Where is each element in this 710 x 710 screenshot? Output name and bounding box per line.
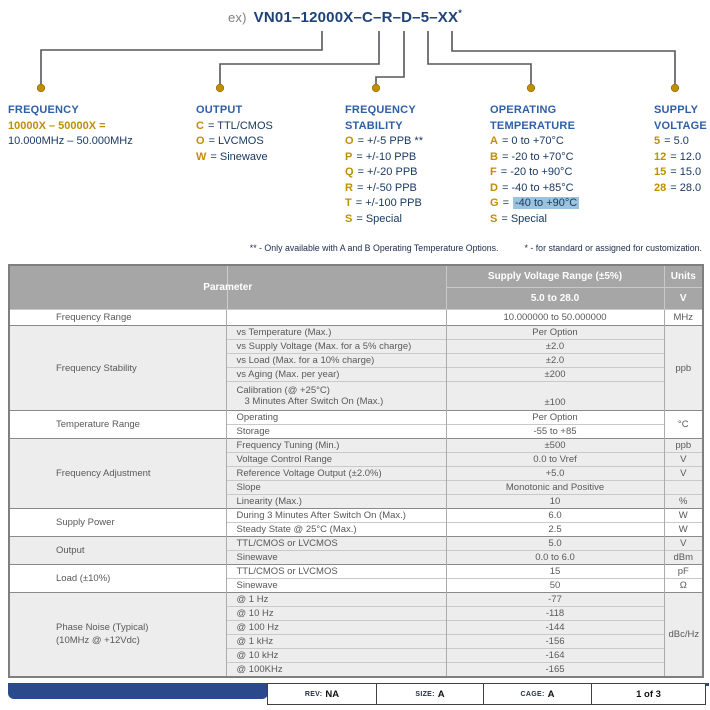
legend-title: FREQUENCY <box>345 104 416 116</box>
part-number-example <box>228 8 462 26</box>
sub-param-cell: Sinewave <box>226 551 446 565</box>
unit-cell: dBc/Hz <box>664 593 703 678</box>
unit-cell: V <box>664 453 703 467</box>
connector-dots <box>37 84 679 92</box>
legend-title-line2: STABILITY <box>345 119 403 132</box>
unit-cell: MHz <box>664 310 703 326</box>
value-cell: 5.0 <box>446 537 664 551</box>
sub-param-cell: vs Supply Voltage (Max. for a 5% charge) <box>226 340 446 354</box>
value-cell: ±200 <box>446 368 664 382</box>
value-cell: Per Option <box>446 326 664 340</box>
sub-param-cell: Slope <box>226 481 446 495</box>
sub-param-cell: TTL/CMOS or LVCMOS <box>226 537 446 551</box>
header-units: Units <box>664 265 703 288</box>
option-row: 5 = 5.0 <box>654 135 689 147</box>
unit-cell: W <box>664 509 703 523</box>
footnotes <box>250 243 702 253</box>
param-group-cell: Frequency Range <box>9 310 226 326</box>
option-row: 15 = 15.0 <box>654 166 702 178</box>
value-cell: ±500 <box>446 439 664 453</box>
sub-param-cell: @ 1 kHz <box>226 635 446 649</box>
unit-cell: dBm <box>664 551 703 565</box>
param-group-cell: Load (±10%) <box>9 565 226 593</box>
legend-title: SUPPLY <box>654 104 699 116</box>
value-cell: -156 <box>446 635 664 649</box>
value-cell: 6.0 <box>446 509 664 523</box>
frequency-range-value: 10.000MHz – 50.000MHz <box>8 135 133 147</box>
sub-param-cell: Voltage Control Range <box>226 453 446 467</box>
sub-param-cell: @ 100 Hz <box>226 621 446 635</box>
legend-output <box>196 103 273 165</box>
option-row: T = +/-100 PPB <box>345 197 422 209</box>
unit-cell: ppb <box>664 439 703 453</box>
unit-cell: Ω <box>664 579 703 593</box>
unit-cell: ppb <box>664 326 703 411</box>
sub-param-cell: @ 1 Hz <box>226 593 446 607</box>
footer-bar <box>8 686 268 699</box>
option-row: W = Sinewave <box>196 150 268 163</box>
sub-param-cell: Calibration (@ +25°C) 3 Minutes After Switch On (Max.) <box>226 382 446 411</box>
unit-cell: V <box>664 537 703 551</box>
option-row: S = Special <box>490 212 547 225</box>
page-number-box: 1 of 3 <box>591 683 706 705</box>
footnote-single-star: * - for standard or assigned for customization. <box>524 243 702 253</box>
value-cell: -144 <box>446 621 664 635</box>
sub-param-cell: @ 100KHz <box>226 663 446 678</box>
value-cell: ±2.0 <box>446 340 664 354</box>
sub-param-cell: Storage <box>226 425 446 439</box>
size-box: SIZE: A <box>376 683 484 705</box>
sub-param-cell: vs Aging (Max. per year) <box>226 368 446 382</box>
value-cell: 50 <box>446 579 664 593</box>
spec-table <box>8 264 704 678</box>
option-row: P = +/-10 PPB <box>345 150 417 163</box>
value-cell: ±2.0 <box>446 354 664 368</box>
legend-operating-temperature <box>490 103 579 227</box>
sub-param-cell: vs Load (Max. for a 10% charge) <box>226 354 446 368</box>
sub-param-cell: @ 10 kHz <box>226 649 446 663</box>
param-group-cell: Frequency Adjustment <box>9 439 226 509</box>
footnote-double-star: ** - Only available with A and B Operating Temperature Options. <box>249 243 499 253</box>
param-group-cell: Supply Power <box>9 509 226 537</box>
sub-param-cell: Operating <box>226 411 446 425</box>
legend-title: OUTPUT <box>196 104 243 116</box>
legend-title-line2: TEMPERATURE <box>490 119 576 132</box>
sub-param-cell: Sinewave <box>226 579 446 593</box>
value-cell: 10.000000 to 50.000000 <box>446 310 664 326</box>
example-prefix: ex) <box>228 10 247 25</box>
legend-frequency <box>8 103 133 150</box>
unit-cell: % <box>664 495 703 509</box>
option-row: Q = +/-20 PPB <box>345 166 418 178</box>
unit-cell: pF <box>664 565 703 579</box>
header-supply-range: Supply Voltage Range (±5%) <box>446 265 664 288</box>
value-cell: -77 <box>446 593 664 607</box>
sub-param-cell: Steady State @ 25°C (Max.) <box>226 523 446 537</box>
title-block <box>268 683 706 705</box>
sub-param-cell: TTL/CMOS or LVCMOS <box>226 565 446 579</box>
legend-frequency-stability <box>345 103 423 227</box>
sub-param-cell <box>226 310 446 326</box>
value-cell: 15 <box>446 565 664 579</box>
header-parameter: Parameter <box>9 265 446 310</box>
value-cell: ±100 <box>446 382 664 411</box>
param-group-cell: Frequency Stability <box>9 326 226 411</box>
header-supply-range-sub: 5.0 to 28.0 <box>446 288 664 310</box>
value-cell: Per Option <box>446 411 664 425</box>
option-row: R = +/-50 PPB <box>345 181 417 194</box>
option-row: B = -20 to +70°C <box>490 150 574 163</box>
option-row: 12 = 12.0 <box>654 150 702 163</box>
legend-title: FREQUENCY <box>8 104 79 116</box>
param-group-cell: Phase Noise (Typical) (10MHz @ +12Vdc) <box>9 593 226 678</box>
header-units-sub: V <box>664 288 703 310</box>
value-cell: 0.0 to Vref <box>446 453 664 467</box>
unit-cell: V <box>664 467 703 481</box>
param-group-cell: Output <box>9 537 226 565</box>
option-row: C = TTL/CMOS <box>196 119 273 132</box>
value-cell: -164 <box>446 649 664 663</box>
value-cell: -165 <box>446 663 664 678</box>
unit-cell: W <box>664 523 703 537</box>
sub-param-cell: @ 10 Hz <box>226 607 446 621</box>
option-row: A = 0 to +70°C <box>490 135 564 147</box>
legend-title-line2: VOLTAGE <box>654 119 707 132</box>
unit-cell: °C <box>664 411 703 439</box>
option-row-highlighted: G = -40 to +90°C <box>490 197 578 209</box>
option-row: O = +/-5 PPB ** <box>345 135 423 147</box>
value-cell: 0.0 to 6.0 <box>446 551 664 565</box>
legend-title: OPERATING <box>490 104 557 116</box>
cage-box: CAGE: A <box>483 683 592 705</box>
value-cell: +5.0 <box>446 467 664 481</box>
value-cell: 2.5 <box>446 523 664 537</box>
value-cell: 10 <box>446 495 664 509</box>
option-row: 28 = 28.0 <box>654 181 702 194</box>
unit-cell <box>664 481 703 495</box>
option-row: O = LVCMOS <box>196 135 264 147</box>
value-cell: Monotonic and Positive <box>446 481 664 495</box>
sub-param-cell: Frequency Tuning (Min.) <box>226 439 446 453</box>
part-number-star: * <box>458 8 462 18</box>
frequency-range-code: 10000X – 50000X = <box>8 119 106 132</box>
value-cell: -55 to +85 <box>446 425 664 439</box>
sub-param-cell: During 3 Minutes After Switch On (Max.) <box>226 509 446 523</box>
value-cell: -118 <box>446 607 664 621</box>
sub-param-cell: Reference Voltage Output (±2.0%) <box>226 467 446 481</box>
part-number-code: VN01–12000X–C–R–D–5–XX <box>253 9 459 26</box>
highlighted-option-value: -40 to +90°C <box>515 197 578 209</box>
rev-box: REV: NA <box>267 683 377 705</box>
option-row: F = -20 to +90°C <box>490 166 573 178</box>
legend-supply-voltage <box>654 103 707 196</box>
sub-param-cell: Linearity (Max.) <box>226 495 446 509</box>
option-row: S = Special <box>345 212 402 225</box>
option-row: D = -40 to +85°C <box>490 181 574 194</box>
sub-param-cell: vs Temperature (Max.) <box>226 326 446 340</box>
param-group-cell: Temperature Range <box>9 411 226 439</box>
